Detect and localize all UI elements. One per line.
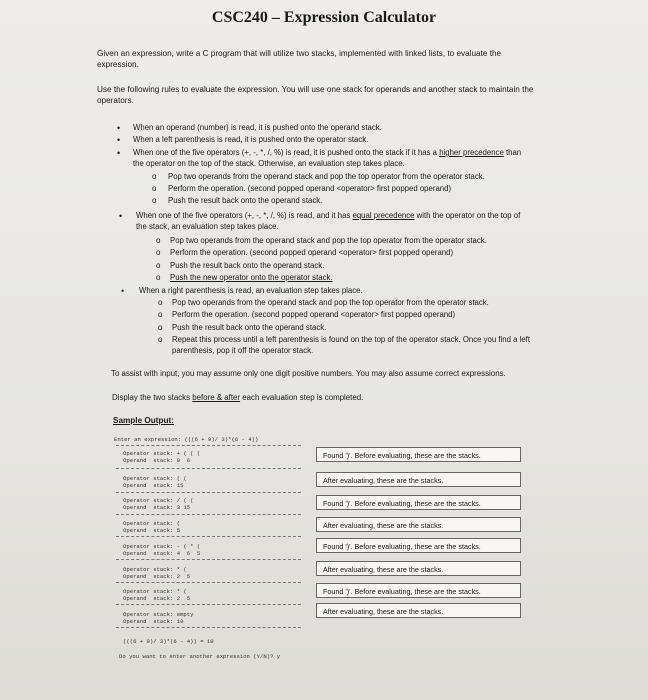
emphasis-text: equal precedence <box>352 211 415 220</box>
rules-line-2: operators. <box>97 96 134 105</box>
stack-snapshot: Operator stack: * ( Operand stack: 2 5 <box>123 588 191 602</box>
separator-line <box>116 627 301 628</box>
bullet-operand: When an operand (number) is read, it is pushed onto the operand stack. <box>133 123 382 132</box>
bullet-icon: • <box>121 286 125 296</box>
sub-step: Perform the operation. (second popped operand <operator> first popped operand) <box>170 248 454 257</box>
bullet-equal-precedence <box>136 211 520 221</box>
circle-icon: o <box>158 335 163 344</box>
circle-icon: o <box>152 172 157 181</box>
annotation-box: Found ')'. Before evaluating, these are the stacks. <box>316 538 521 553</box>
console-prompt: Enter an expression: (((6 + 9)/ 3)*(6 - 4)) <box>114 436 259 443</box>
sub-step: Push the result back onto the operand stack. <box>168 196 323 205</box>
bullet-right-paren: When a right parenthesis is read, an evaluation step takes place. <box>139 286 363 295</box>
stack-snapshot: Operator stack: empty Operand stack: 10 <box>123 611 194 625</box>
stack-snapshot: Operator stack: + ( ( ( Operand stack: 9 6 <box>123 450 201 464</box>
stack-snapshot: Operator stack: - ( * ( Operand stack: 4 6 5 <box>123 543 201 557</box>
console-again-prompt: Do you want to enter another expression (Y/N)? y <box>119 653 281 660</box>
display-text: each evaluation step is completed. <box>242 393 364 402</box>
stack-snapshot: Operator stack: * ( Operand stack: 2 5 <box>123 566 191 580</box>
circle-icon: o <box>158 298 163 307</box>
circle-icon: o <box>156 273 161 282</box>
bullet-icon: • <box>117 148 121 158</box>
stack-snapshot: Operator stack: ( ( Operand stack: 15 <box>123 475 187 489</box>
display-text: Display the two stacks <box>112 393 191 402</box>
sample-output-heading: Sample Output: <box>113 416 174 425</box>
sub-step: Pop two operands from the operand stack and pop the top operator from the operator stack. <box>172 298 489 307</box>
intro-line-2: expression. <box>97 60 139 69</box>
stack-snapshot: Operator stack: / ( ( Operand stack: 3 15 <box>123 497 194 511</box>
separator-line <box>116 468 301 469</box>
circle-icon: o <box>156 248 161 257</box>
stack-snapshot: Operator stack: ( Operand stack: 5 <box>123 520 181 534</box>
separator-line <box>116 582 301 583</box>
circle-icon: o <box>158 310 163 319</box>
bullet-text: with the operator on the top of <box>416 211 521 220</box>
sub-step: Pop two operands from the operand stack and pop the top operator from the operator stack. <box>170 236 487 245</box>
page-title: CSC240 – Expression Calculator <box>211 9 437 26</box>
circle-icon: o <box>156 261 161 270</box>
sub-step: Push the new operator onto the operator stack. <box>170 273 333 282</box>
bullet-continuation: the stack, an evaluation step takes place. <box>136 222 279 231</box>
bullet-higher-precedence <box>133 148 521 158</box>
annotation-box: After evaluating, these are the stacks. <box>316 561 521 576</box>
sub-step: Perform the operation. (second popped operand <operator> first popped operand) <box>168 184 452 193</box>
separator-line <box>116 536 301 537</box>
sub-step: Push the result back onto the operand stack. <box>172 323 327 332</box>
annotation-box: Found ')'. Before evaluating, these are the stacks. <box>316 447 521 462</box>
bullet-icon: • <box>117 135 121 145</box>
annotation-box: After evaluating, these are the stacks. <box>316 472 521 487</box>
circle-icon: o <box>156 236 161 245</box>
separator-line <box>116 445 301 446</box>
annotation-box: Found ')'. Before evaluating, these are the stacks. <box>316 583 521 598</box>
assist-text: To assist with input, you may assume only one digit positive numbers. You may also assume correct expressions. <box>111 369 506 378</box>
emphasis-text: before & after <box>192 393 241 402</box>
circle-icon: o <box>152 184 157 193</box>
separator-line <box>116 514 301 515</box>
console-result: (((6 + 9)/ 3)*(6 - 4)) = 10 <box>123 638 214 645</box>
circle-icon: o <box>152 196 157 205</box>
emphasis-text: higher precedence <box>439 148 504 157</box>
separator-line <box>116 559 301 560</box>
bullet-icon: • <box>119 211 123 221</box>
separator-line <box>116 492 301 493</box>
sub-step: Pop two operands from the operand stack and pop the top operator from the operator stack. <box>168 172 485 181</box>
display-instruction <box>112 392 363 403</box>
bullet-left-paren: When a left parenthesis is read, it is pushed onto the operator stack. <box>133 135 369 144</box>
sub-step: Push the result back onto the operand stack. <box>170 261 325 270</box>
rules-line-1: Use the following rules to evaluate the expression. You will use one stack for operands and another stack to maintain the <box>97 85 534 94</box>
annotation-box: After evaluating, these are the stacks. <box>316 603 521 618</box>
bullet-continuation: the operator on the top of the stack. Otherwise, an evaluation step takes place. <box>133 159 405 168</box>
sub-step: Repeat this process until a left parenthesis is found on the top of the operator stack. Once you find a left <box>172 335 531 344</box>
bullet-text: than <box>505 148 522 157</box>
annotation-box: After evaluating, these are the stacks. <box>316 517 521 532</box>
circle-icon: o <box>158 323 163 332</box>
sub-step: Perform the operation. (second popped operand <operator> first popped operand) <box>172 310 456 319</box>
bullet-text: When one of the five operators (+, -, *, /, %) is read, and it has <box>136 211 351 220</box>
bullet-text: When one of the five operators (+, -, *, /, %) is read, it is pushed onto the stack if it has a <box>133 148 438 157</box>
intro-line-1: Given an expression, write a C program that will utilize two stacks, implemented with linked lists, to evaluate the <box>97 49 502 58</box>
bullet-icon: • <box>117 123 121 133</box>
sub-step-continuation: parenthesis, pop it off the operator stack. <box>172 346 314 355</box>
annotation-box: Found ')'. Before evaluating, these are the stacks. <box>316 495 521 510</box>
separator-line <box>116 604 301 605</box>
